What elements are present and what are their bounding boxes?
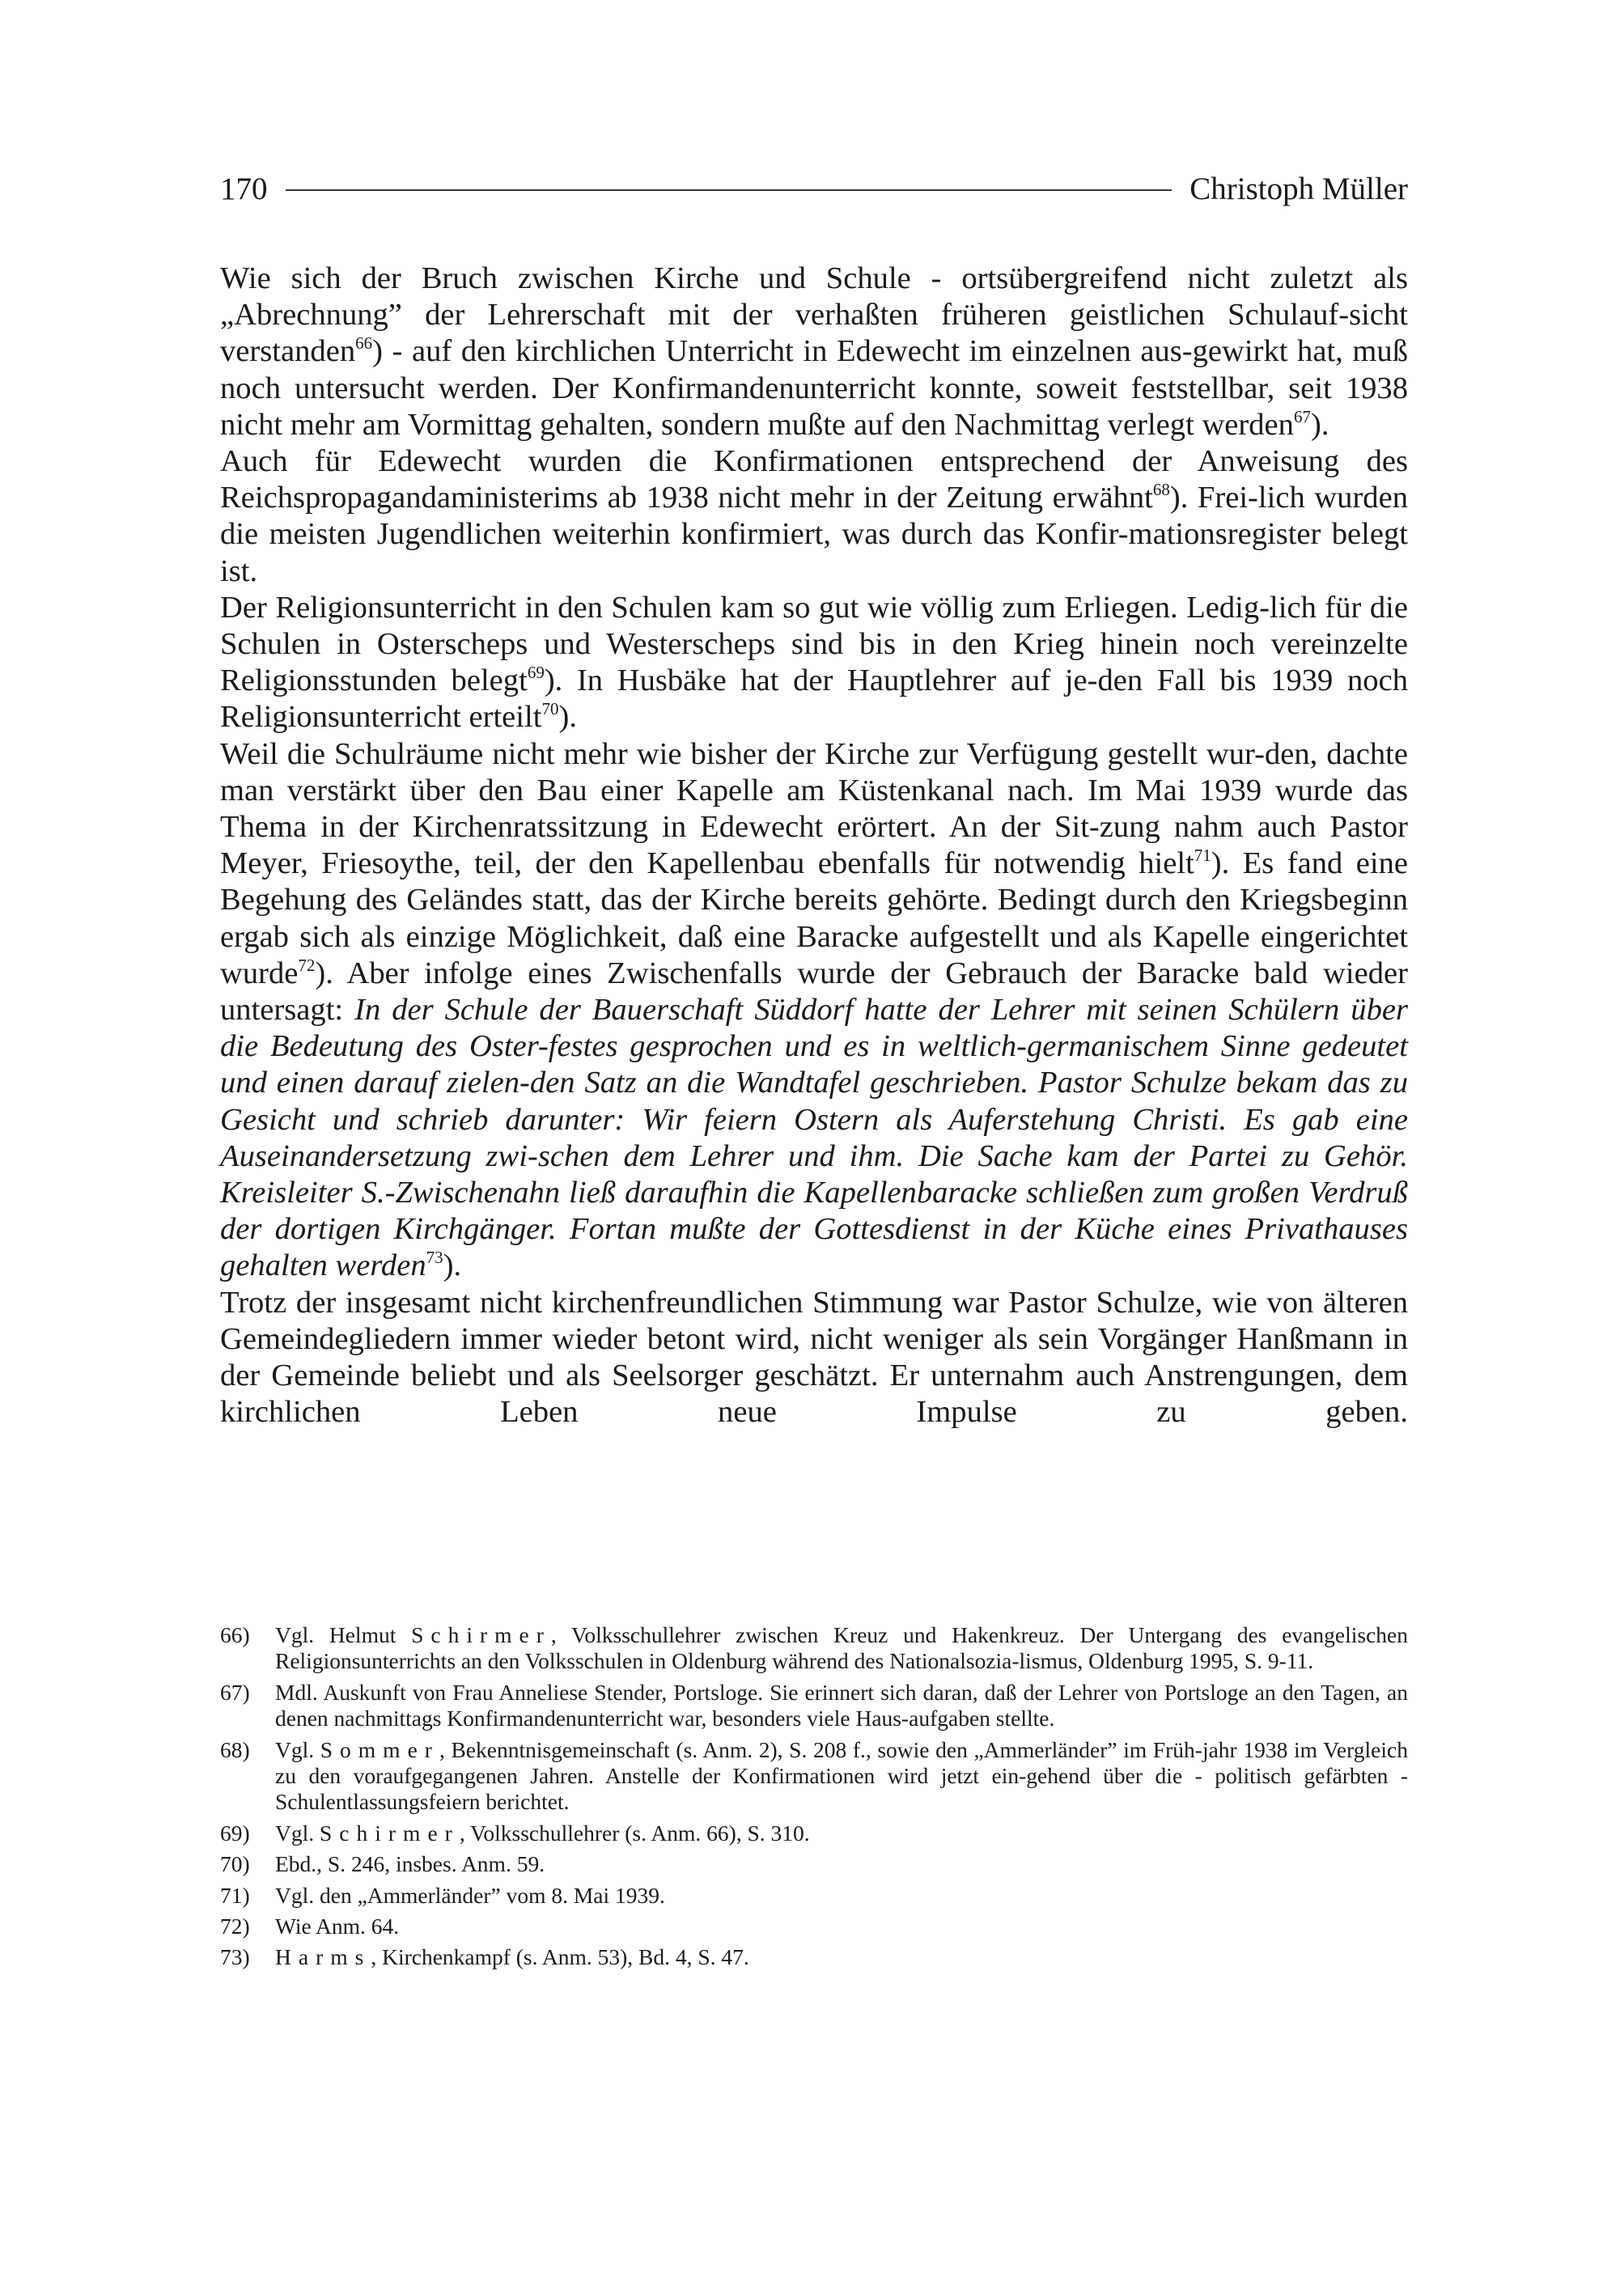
header-rule	[286, 189, 1172, 191]
footnote-ref: 73	[426, 1248, 443, 1268]
running-header	[220, 168, 1408, 209]
footnotes	[220, 1622, 1408, 1976]
page-number: 170	[220, 171, 268, 206]
footnote-ref: 68	[1152, 480, 1170, 500]
footnote: 72) Wie Anm. 64.	[220, 1914, 400, 1939]
running-author: Christoph Müller	[1189, 171, 1408, 206]
footnote: 67) Mdl. Auskunft von Frau Anneliese Stender, Portsloge. Sie erinnert sich daran, daß der Lehrer von Portsloge an den Tagen, an denen nachmittags Konfirmandenunterricht war, besonders viele Haus-aufgaben stellte.	[220, 1679, 1408, 1731]
footnote-number: 70)	[220, 1851, 250, 1877]
footnote-number: 69)	[220, 1820, 250, 1846]
paragraph: Der Religionsunterricht in den Schulen kam so gut wie völlig zum Erliegen. Ledig-lich für die Schulen in Osterscheps und Westerscheps sind bis in den Krieg hinein noch vereinzelte Religionsstunden belegt$^{69}$). In Husbäke hat der Hauptlehrer auf je-den Fall bis 1939 noch Religionsunterricht erteilt$^{70}$).	[220, 590, 1408, 735]
footnote-number: 71)	[220, 1882, 250, 1908]
spaced-author: Harms	[275, 1944, 371, 1970]
footnote-ref: 67	[1293, 406, 1311, 426]
paragraph: Trotz der insgesamt nicht kirchenfreundlichen Stimmung war Pastor Schulze, wie von älteren Gemeindegliedern immer wieder betont wird, nicht weniger als sein Vorgänger Hanßmann in der Gemeinde beliebt und als Seelsorger geschätzt. Er unternahm auch Anstrengungen, dem kirchlichen Leben neue Impulse zu geben.	[220, 1285, 1408, 1430]
main-text	[220, 261, 1408, 1431]
footnote-number: 66)	[220, 1622, 250, 1647]
footnote: 73) Harms, Kirchenkampf (s. Anm. 53), Bd. 4, S. 47.	[220, 1944, 749, 1970]
footnote: 69) Vgl. Schirmer, Volksschullehrer (s. Anm. 66), S. 310.	[220, 1820, 810, 1846]
quotation: In der Schule der Bauerschaft Süddorf hatte der Lehrer mit seinen Schülern über die Bedeutung des Oster-festes gesprochen und es in weltlich-germanischem Sinne gedeutet und einen darauf zielen-den Satz an die Wandtafel geschrieben. Pastor Schulze bekam das zu Gesicht und schrieb darunter: Wir feiern Ostern als Auferstehung Christi. Es gab eine Auseinandersetzung zwi-schen dem Lehrer und ihm. Die Sache kam der Partei zu Gehör. Kreisleiter S.-Zwischenahn ließ daraufhin die Kapellenbaracke schließen zum großen Verdruß der dortigen Kirchgänger. Fortan mußte der Gottesdienst in der Küche eines Privathauses gehalten werden	[220, 993, 1408, 1283]
footnote-number: 72)	[220, 1914, 250, 1939]
spaced-author: Schirmer	[320, 1820, 460, 1846]
spaced-author: Schirmer	[411, 1622, 551, 1647]
paragraph: Wie sich der Bruch zwischen Kirche und Schule - ortsübergreifend nicht zuletzt als „Abrechnung” der Lehrerschaft mit der verhaßten früheren geistlichen Schulauf-sicht verstanden$^{66}$) - auf den kirchlichen Unterricht in Edewecht im einzelnen aus-gewirkt hat, muß noch untersucht werden. Der Konfirmandenunterricht konnte, soweit feststellbar, seit 1938 nicht mehr am Vormittag gehalten, sondern mußte auf den Nachmittag verlegt werden$^{67}$).	[220, 261, 1408, 442]
footnote-number: 67)	[220, 1679, 250, 1705]
paragraph: Weil die Schulräume nicht mehr wie bisher der Kirche zur Verfügung gestellt wur-den, dachte man verstärkt über den Bau einer Kapelle am Küstenkanal nach. Im Mai 1939 wurde das Thema in der Kirchenratssitzung in Edewecht erörtert. An der Sit-zung nahm auch Pastor Meyer, Friesoythe, teil, der den Kapellenbau ebenfalls für notwendig hielt$^{71}$). Es fand eine Begehung des Geländes statt, das der Kirche bereits gehörte. Bedingt durch den Kriegsbeginn ergab sich als einzige Möglichkeit, daß eine Baracke aufgestellt und als Kapelle eingerichtet wurde$^{72}$). Aber infolge eines Zwischenfalls wurde der Gebrauch der Baracke bald wieder untersagt: In der Schule der Bauerschaft Süddorf hatte der Lehrer mit seinen Schülern über die Bedeutung des Oster-festes gesprochen und es in weltlich-germanischem Sinne gedeutet und einen darauf zielen-den Satz an die Wandtafel geschrieben. Pastor Schulze bekam das zu Gesicht und schrieb darunter: Wir feiern Ostern als Auferstehung Christi. Es gab eine Auseinandersetzung zwi-schen dem Lehrer und ihm. Die Sache kam der Partei zu Gehör. Kreisleiter S.-Zwischenahn ließ daraufhin die Kapellenbaracke schließen zum großen Verdruß der dortigen Kirchgänger. Fortan mußte der Gottesdienst in der Küche eines Privathauses gehalten werden$^{73}$).	[220, 736, 1409, 1283]
footnote: 71) Vgl. den „Ammerländer” vom 8. Mai 1939.	[220, 1882, 665, 1908]
spaced-author: Sommer	[320, 1736, 439, 1762]
footnote: 66) Vgl. Helmut Schirmer, Volksschullehrer zwischen Kreuz und Hakenkreuz. Der Untergang des evangelischen Religionsunterrichts an den Volksschulen in Oldenburg während des Nationalsozia-lismus, Oldenburg 1995, S. 9-11.	[220, 1622, 1408, 1674]
footnote-ref: 69	[527, 663, 545, 683]
footnote-ref: 72	[298, 955, 316, 975]
footnote-ref: 71	[1194, 846, 1211, 866]
footnote-ref: 70	[541, 699, 559, 719]
footnote: 68) Vgl. Sommer, Bekenntnisgemeinschaft (s. Anm. 2), S. 208 f., sowie den „Ammerländer” im Früh-jahr 1938 im Vergleich zu den voraufgegangenen Jahren. Anstelle der Konfirmationen wird jetzt ein-gehend über die - politisch gefärbten - Schulentlassungsfeiern berichtet.	[220, 1736, 1408, 1815]
paragraph: Auch für Edewecht wurden die Konfirmationen entsprechend der Anweisung des Reichspropagandaministerims ab 1938 nicht mehr in der Zeitung erwähnt$^{68}$). Frei-lich wurden die meisten Jugendlichen weiterhin konfirmiert, was durch das Konfir-mationsregister belegt ist.	[220, 444, 1408, 588]
footnote-number: 73)	[220, 1944, 250, 1970]
footnote-ref: 66	[355, 333, 373, 354]
footnote-number: 68)	[220, 1736, 250, 1762]
footnote: 70) Ebd., S. 246, insbes. Anm. 59.	[220, 1851, 545, 1877]
